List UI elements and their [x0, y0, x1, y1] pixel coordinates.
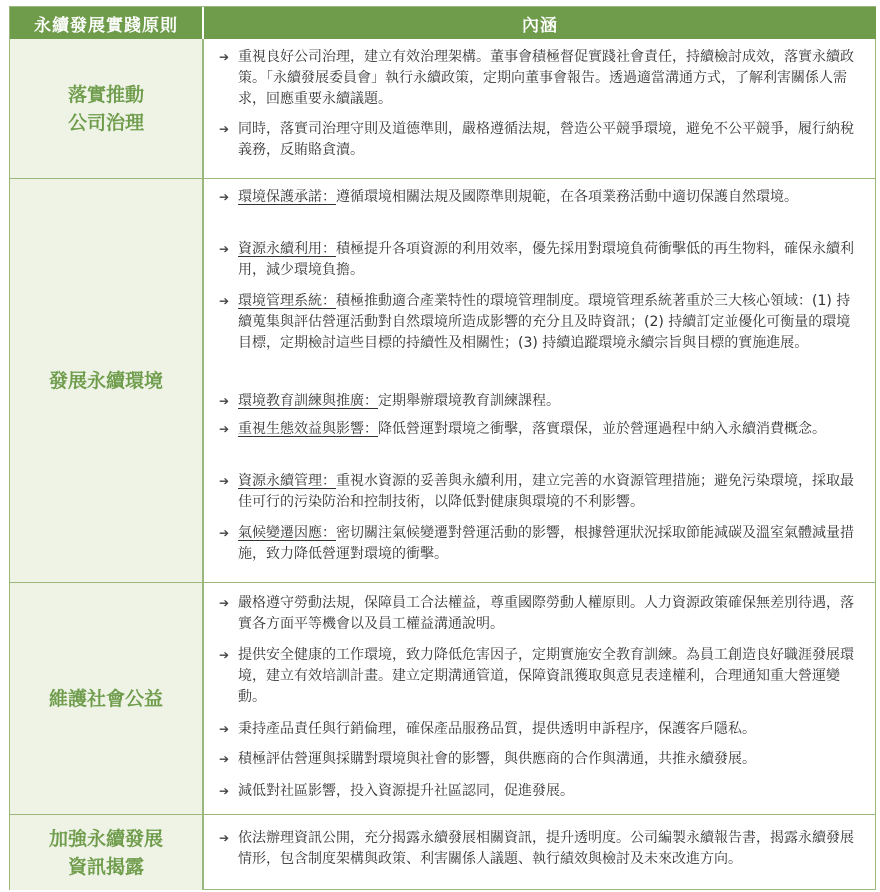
arrow-right-icon: ➔ [219, 526, 230, 540]
list-item-text [238, 391, 864, 412]
list-item-text [238, 239, 864, 281]
item-body: 降低營運對環境之衝擊，落實環保，並於營運過程中納入永續消費概念。 [378, 421, 826, 437]
item-body: 積極評估營運與採購對環境與社會的影響，與供應商的合作與溝通，共推永續發展。 [238, 751, 756, 767]
list-item-text [238, 471, 864, 513]
principle-content [204, 815, 876, 890]
arrow-right-icon: ➔ [219, 596, 230, 610]
list-item-text [238, 593, 864, 635]
arrow-right-icon: ➔ [219, 50, 230, 64]
item-heading: 環境管理系統： [238, 293, 336, 309]
item-body: 遵循環境相關法規及國際準則規範，在各項業務活動中適切保護自然環境。 [336, 189, 798, 205]
principle-content [204, 179, 876, 583]
principle-title: 發展永續環境 [10, 179, 202, 583]
list-item-text [238, 719, 864, 740]
header-content: 內涵 [204, 7, 876, 39]
principle-title: 維護社會公益 [10, 583, 202, 815]
list-item-text [238, 47, 864, 110]
list-item [204, 645, 876, 708]
item-heading: 資源永續管理： [238, 473, 336, 489]
list-item [204, 471, 876, 513]
list-item-text [238, 781, 864, 802]
list-item [204, 781, 876, 802]
list-item-text [238, 523, 864, 565]
list-item [204, 593, 876, 635]
item-body: 積極提升各項資源的利用效率，優先採用對環境負荷衝擊低的再生物料，確保永續利用，減少環境負擔。 [238, 241, 854, 278]
list-item-text [238, 749, 864, 770]
principle-content [204, 39, 876, 179]
list-item [204, 523, 876, 565]
principle-title: 落實推動 公司治理 [10, 39, 202, 179]
arrow-right-icon: ➔ [219, 831, 230, 845]
list-item [204, 187, 876, 229]
list-item [204, 119, 876, 161]
item-body: 密切關注氣候變遷對營運活動的影響，根據營運狀況採取節能減碳及溫室氣體減量措施，致力降低營運對環境的衝擊。 [238, 525, 854, 562]
list-item [204, 391, 876, 412]
principle-title: 加強永續發展 資訊揭露 [10, 815, 202, 890]
list-item [204, 291, 876, 375]
item-heading: 環境教育訓練與推廣： [238, 393, 378, 409]
item-body: 秉持產品責任與行銷倫理，確保產品服務品質，提供透明申訴程序，保護客戶隱私。 [238, 721, 756, 737]
list-item-text [238, 645, 864, 708]
item-body: 同時，落實司治理守則及道德準則，嚴格遵循法規，營造公平競爭環境，避免不公平競爭，履行納稅義務，反賄賂貪瀆。 [238, 121, 854, 158]
arrow-right-icon: ➔ [219, 752, 230, 766]
list-item [204, 719, 876, 740]
item-heading: 氣候變遷因應： [238, 525, 336, 541]
arrow-right-icon: ➔ [219, 784, 230, 798]
principle-content [204, 583, 876, 815]
item-body: 重視水資源的妥善與永續利用，建立完善的水資源管理措施；避免污染環境，採取最佳可行的污染防治和控制技術，以降低對健康與環境的不利影響。 [238, 473, 854, 510]
list-item [204, 47, 876, 110]
list-item-text [238, 291, 864, 354]
item-heading: 資源永續利用： [238, 241, 336, 257]
list-item [204, 239, 876, 281]
item-heading: 環境保護承諾： [238, 189, 336, 205]
item-body: 提供安全健康的工作環境，致力降低危害因子，定期實施安全教育訓練。為員工創造良好職涯發展環境，建立有效培訓計畫。建立定期溝通管道，保障資訊獲取與意見表達權利，合理通知重大營運變動。 [238, 647, 854, 705]
item-body: 嚴格遵守勞動法規，保障員工合法權益，尊重國際勞動人權原則。人力資源政策確保無差別待遇，落實各方面平等機會以及員工權益溝通說明。 [238, 595, 854, 632]
item-body: 重視良好公司治理，建立有效治理架構。董事會積極督促實踐社會責任，持續檢討成效，落實永續政策。「永續發展委員會」執行永續政策，定期向董事會報告。透過適當溝通方式，了解利害關係人需求，回應重要永續議題。 [238, 49, 854, 107]
list-item-text [238, 119, 864, 161]
item-body: 定期舉辦環境教育訓練課程。 [378, 393, 560, 409]
list-item [204, 828, 876, 870]
list-item-text [238, 828, 864, 870]
list-item-text [238, 419, 864, 440]
item-body: 減低對社區影響，投入資源提升社區認同，促進發展。 [238, 783, 574, 799]
principles-table [9, 6, 876, 890]
list-item [204, 749, 876, 770]
header-principle: 永續發展實踐原則 [10, 7, 202, 39]
list-item [204, 419, 876, 461]
item-body: 積極推動適合產業特性的環境管理制度。環境管理系統著重於三大核心領域：(1) 持續蒐集與評估營運活動對自然環境所造成影響的充分且及時資訊；(2) 持續訂定並優化可衡量的環境目標，定期檢討這些目標的持續性及相關性；(3) 持續追蹤環境永續宗旨與目標的實施進展。 [238, 293, 851, 351]
arrow-right-icon: ➔ [219, 190, 230, 204]
arrow-right-icon: ➔ [219, 422, 230, 436]
arrow-right-icon: ➔ [219, 648, 230, 662]
item-heading: 重視生態效益與影響： [238, 421, 378, 437]
arrow-right-icon: ➔ [219, 394, 230, 408]
item-body: 依法辦理資訊公開，充分揭露永續發展相關資訊，提升透明度。公司編製永續報告書，揭露永續發展情形，包含制度架構與政策、利害關係人議題、執行績效與檢討及未來改進方向。 [238, 830, 854, 867]
list-item-text [238, 187, 864, 208]
arrow-right-icon: ➔ [219, 122, 230, 136]
arrow-right-icon: ➔ [219, 722, 230, 736]
arrow-right-icon: ➔ [219, 294, 230, 308]
arrow-right-icon: ➔ [219, 242, 230, 256]
arrow-right-icon: ➔ [219, 474, 230, 488]
